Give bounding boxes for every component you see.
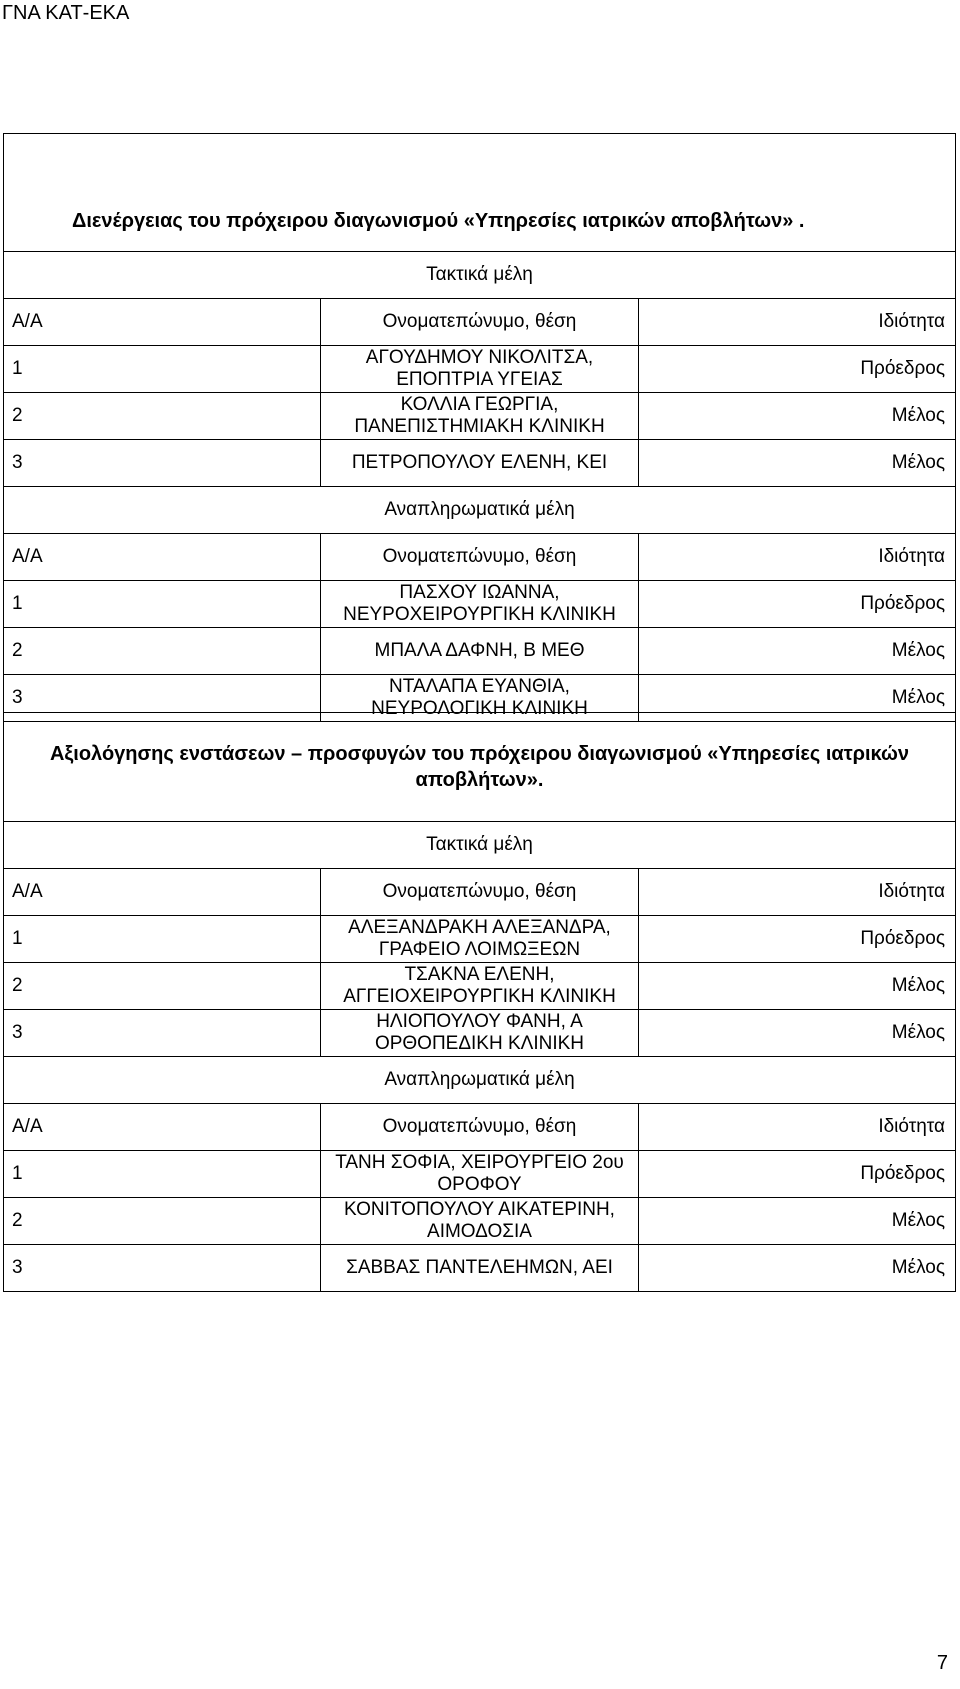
member-aa: 2 xyxy=(4,393,321,440)
regular-members-label: Τακτικά μέλη xyxy=(4,822,956,869)
table-row xyxy=(4,916,956,963)
page-number: 7 xyxy=(936,1652,948,1674)
member-name: ΗΛΙΟΠΟΥΛΟΥ ΦΑΝΗ, Α ΟΡΘΟΠΕΔΙΚΗ ΚΛΙΝΙΚΗ xyxy=(321,1010,638,1057)
col-header-role: Ιδιότητα xyxy=(638,534,955,581)
member-aa: 1 xyxy=(4,581,321,628)
table-row xyxy=(4,1151,956,1198)
member-name: ΤΑΝΗ ΣΟΦΙΑ, ΧΕΙΡΟΥΡΓΕΙΟ 2ου ΟΡΟΦΟΥ xyxy=(321,1151,638,1198)
member-name: ΣΑΒΒΑΣ ΠΑΝΤΕΛΕΗΜΩΝ, ΑΕΙ xyxy=(321,1245,638,1292)
col-header-aa: Α/Α xyxy=(4,869,321,916)
member-role: Μέλος xyxy=(638,675,955,722)
member-name: ΜΠΑΛΑ ΔΑΦΝΗ, Β ΜΕΘ xyxy=(321,628,638,675)
member-aa: 3 xyxy=(4,440,321,487)
member-aa: 1 xyxy=(4,346,321,393)
member-aa: 3 xyxy=(4,1010,321,1057)
table-row xyxy=(4,1245,956,1292)
col-header-name: Ονοματεπώνυμο, θέση xyxy=(321,534,638,581)
member-aa: 1 xyxy=(4,1151,321,1198)
col-header-role: Ιδιότητα xyxy=(638,869,955,916)
table-row xyxy=(4,628,956,675)
column-header-row xyxy=(4,534,956,581)
member-name: ΝΤΑΛΑΠΑ ΕΥΑΝΘΙΑ, ΝΕΥΡΟΛΟΓΙΚΗ ΚΛΙΝΙΚΗ xyxy=(321,675,638,722)
col-header-name: Ονοματεπώνυμο, θέση xyxy=(321,1104,638,1151)
col-header-aa: Α/Α xyxy=(4,299,321,346)
member-role: Μέλος xyxy=(638,628,955,675)
column-header-row xyxy=(4,299,956,346)
member-role: Μέλος xyxy=(638,1010,955,1057)
member-aa: 2 xyxy=(4,1198,321,1245)
member-aa: 2 xyxy=(4,963,321,1010)
table-row xyxy=(4,581,956,628)
col-header-name: Ονοματεπώνυμο, θέση xyxy=(321,299,638,346)
committee-title: Διενέργειας του πρόχειρου διαγωνισμού «Υπηρεσίες ιατρικών αποβλήτων» . xyxy=(4,134,956,252)
member-role: Πρόεδρος xyxy=(638,346,955,393)
alternate-members-label: Αναπληρωματικά μέλη xyxy=(4,1057,956,1104)
regular-members-label: Τακτικά μέλη xyxy=(4,252,956,299)
column-header-row xyxy=(4,1104,956,1151)
col-header-role: Ιδιότητα xyxy=(638,1104,955,1151)
member-aa: 1 xyxy=(4,916,321,963)
column-header-row xyxy=(4,869,956,916)
col-header-name: Ονοματεπώνυμο, θέση xyxy=(321,869,638,916)
member-role: Μέλος xyxy=(638,440,955,487)
page-header: ΓΝΑ ΚΑΤ-ΕΚΑ xyxy=(2,2,130,24)
member-name: ΠΕΤΡΟΠΟΥΛΟΥ ΕΛΕΝΗ, ΚΕΙ xyxy=(321,440,638,487)
member-role: Μέλος xyxy=(638,1245,955,1292)
col-header-role: Ιδιότητα xyxy=(638,299,955,346)
col-header-aa: Α/Α xyxy=(4,1104,321,1151)
member-role: Πρόεδρος xyxy=(638,581,955,628)
member-role: Μέλος xyxy=(638,393,955,440)
member-name: ΑΓΟΥΔΗΜΟΥ ΝΙΚΟΛΙΤΣΑ, ΕΠΟΠΤΡΙΑ ΥΓΕΙΑΣ xyxy=(321,346,638,393)
member-name: ΠΑΣΧΟΥ ΙΩΑΝΝΑ, ΝΕΥΡΟΧΕΙΡΟΥΡΓΙΚΗ ΚΛΙΝΙΚΗ xyxy=(321,581,638,628)
member-aa: 3 xyxy=(4,1245,321,1292)
member-name: ΑΛΕΞΑΝΔΡΑΚΗ ΑΛΕΞΑΝΔΡΑ, ΓΡΑΦΕΙΟ ΛΟΙΜΩΞΕΩΝ xyxy=(321,916,638,963)
member-name: ΚΟΛΛΙΑ ΓΕΩΡΓΙΑ, ΠΑΝΕΠΙΣΤΗΜΙΑΚΗ ΚΛΙΝΙΚΗ xyxy=(321,393,638,440)
table-row xyxy=(4,963,956,1010)
member-name: ΚΟΝΙΤΟΠΟΥΛΟΥ ΑΙΚΑΤΕΡΙΝΗ, ΑΙΜΟΔΟΣΙΑ xyxy=(321,1198,638,1245)
member-role: Μέλος xyxy=(638,1198,955,1245)
table-row xyxy=(4,440,956,487)
committee-table-1 xyxy=(3,133,956,722)
table-row xyxy=(4,393,956,440)
committee-table-2 xyxy=(3,712,956,1292)
table-row xyxy=(4,1198,956,1245)
member-role: Πρόεδρος xyxy=(638,916,955,963)
table-row xyxy=(4,1010,956,1057)
alternate-members-label: Αναπληρωματικά μέλη xyxy=(4,487,956,534)
member-role: Μέλος xyxy=(638,963,955,1010)
col-header-aa: Α/Α xyxy=(4,534,321,581)
member-role: Πρόεδρος xyxy=(638,1151,955,1198)
member-aa: 3 xyxy=(4,675,321,722)
table-row xyxy=(4,346,956,393)
committee-title: Αξιολόγησης ενστάσεων – προσφυγών του πρόχειρου διαγωνισμού «Υπηρεσίες ιατρικών αποβλήτων». xyxy=(4,713,956,822)
member-aa: 2 xyxy=(4,628,321,675)
member-name: ΤΣΑΚΝΑ ΕΛΕΝΗ, ΑΓΓΕΙΟΧΕΙΡΟΥΡΓΙΚΗ ΚΛΙΝΙΚΗ xyxy=(321,963,638,1010)
